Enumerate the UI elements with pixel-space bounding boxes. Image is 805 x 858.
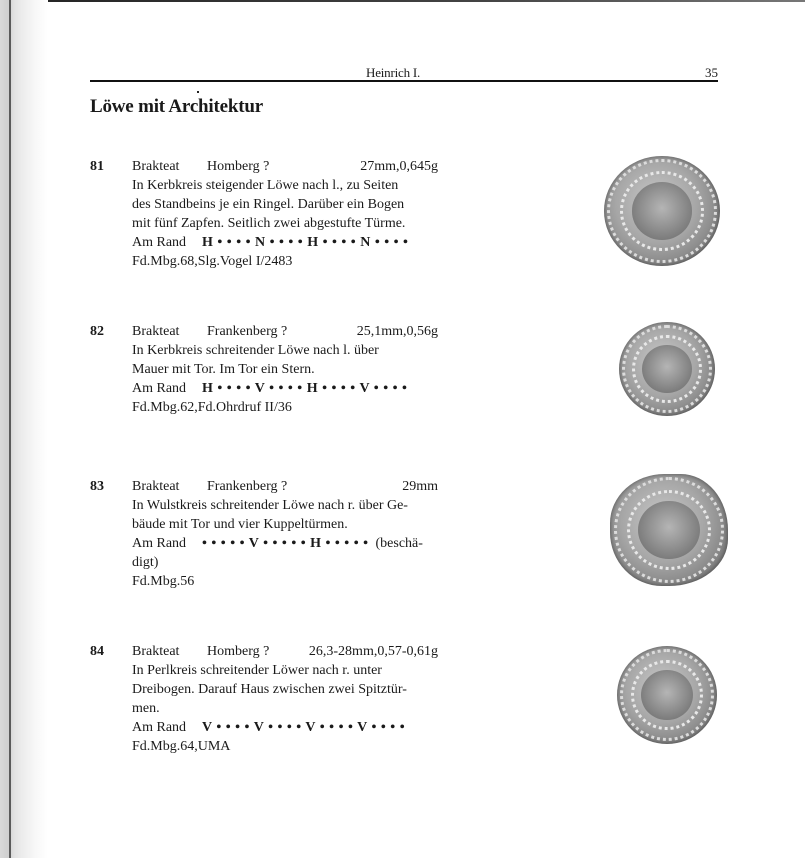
running-head [90, 63, 718, 81]
coin-pearl-border [622, 325, 712, 413]
running-head-title: Heinrich I. [366, 65, 421, 80]
description-line: mit fünf Zapfen. Seitlich zwei abgestufte Türme. [132, 216, 406, 231]
entry-number: 83 [90, 479, 104, 494]
coin-82-image [619, 322, 715, 416]
measurements: 26,3-28mm,0,57-0,61g [308, 644, 438, 659]
book-gutter-shadow [0, 0, 48, 858]
rim-label: Am Rand [132, 720, 187, 735]
entry-header-line [132, 322, 438, 341]
entry-body [132, 322, 438, 417]
measurements: 25,1mm,0,56g [356, 324, 438, 339]
page-top-edge [0, 0, 805, 2]
description-line: men. [132, 701, 160, 716]
rim-note-continuation: digt) [132, 555, 159, 570]
entry-header-line [132, 157, 438, 176]
mint-place: Frankenberg ? [207, 479, 288, 494]
mint-place: Homberg ? [207, 644, 270, 659]
description-line: In Kerbkreis steigender Löwe nach l., zu Seiten [132, 178, 399, 193]
header-rule [90, 80, 718, 82]
coin-83-image [610, 474, 728, 586]
reference: Fd.Mbg.62,Fd.Ohrdruf II/36 [132, 400, 292, 415]
description-line: Mauer mit Tor. Im Tor ein Stern. [132, 362, 315, 377]
entry-number: 82 [90, 324, 104, 339]
coin-type: Brakteat [132, 479, 180, 494]
coin-type: Brakteat [132, 644, 180, 659]
entry-body [132, 157, 438, 271]
page-number: 35 [705, 65, 718, 80]
entry-number: 81 [90, 159, 104, 174]
coin-81-image [604, 156, 720, 266]
rim-label: Am Rand [132, 235, 187, 250]
rim-legend-line [132, 534, 438, 553]
book-spine-line [9, 0, 11, 858]
description-line: bäude mit Tor und vier Kuppeltürmen. [132, 517, 348, 532]
rim-label: Am Rand [132, 536, 187, 551]
rim-label: Am Rand [132, 381, 187, 396]
rim-legend-line [132, 718, 438, 737]
entry-body [132, 477, 438, 591]
rim-legend-line [132, 379, 438, 398]
entry-body [132, 642, 438, 756]
reference: Fd.Mbg.56 [132, 574, 195, 589]
entry-header-line [132, 642, 438, 661]
measurements: 29mm [402, 479, 438, 494]
reference: Fd.Mbg.64,UMA [132, 739, 231, 754]
description-line: Dreibogen. Darauf Haus zwischen zwei Spitztür- [132, 682, 407, 697]
mint-place: Homberg ? [207, 159, 270, 174]
rim-legend: H • • • • N • • • • H • • • • N • • • • [202, 235, 409, 250]
coin-84-image [617, 646, 717, 744]
coin-pearl-border [620, 649, 714, 741]
rim-legend: H • • • • V • • • • H • • • • V • • • • [202, 381, 408, 396]
entry-header-line [132, 477, 438, 496]
section-title: Löwe mit Architektur [90, 96, 263, 117]
coin-pearl-border [614, 477, 725, 582]
description-line: des Standbeins je ein Ringel. Darüber ein Bogen [132, 197, 405, 212]
description-line: In Wulstkreis schreitender Löwe nach r. über Ge- [132, 498, 408, 513]
description-line: In Kerbkreis schreitender Löwe nach l. über [132, 343, 379, 358]
entry-number: 84 [90, 644, 104, 659]
measurements: 27mm,0,645g [360, 159, 438, 174]
rim-legend: • • • • • V • • • • • H • • • • • [202, 536, 369, 551]
rim-legend-line [132, 233, 438, 252]
mint-place: Frankenberg ? [207, 324, 288, 339]
coin-type: Brakteat [132, 159, 180, 174]
print-speck [197, 91, 199, 93]
reference: Fd.Mbg.68,Slg.Vogel I/2483 [132, 254, 293, 269]
coin-pearl-border [607, 159, 716, 262]
description-line: In Perlkreis schreitender Löwer nach r. unter [132, 663, 382, 678]
rim-note: (beschä- [375, 536, 423, 551]
rim-legend: V • • • • V • • • • V • • • • V • • • • [202, 720, 406, 735]
coin-type: Brakteat [132, 324, 180, 339]
